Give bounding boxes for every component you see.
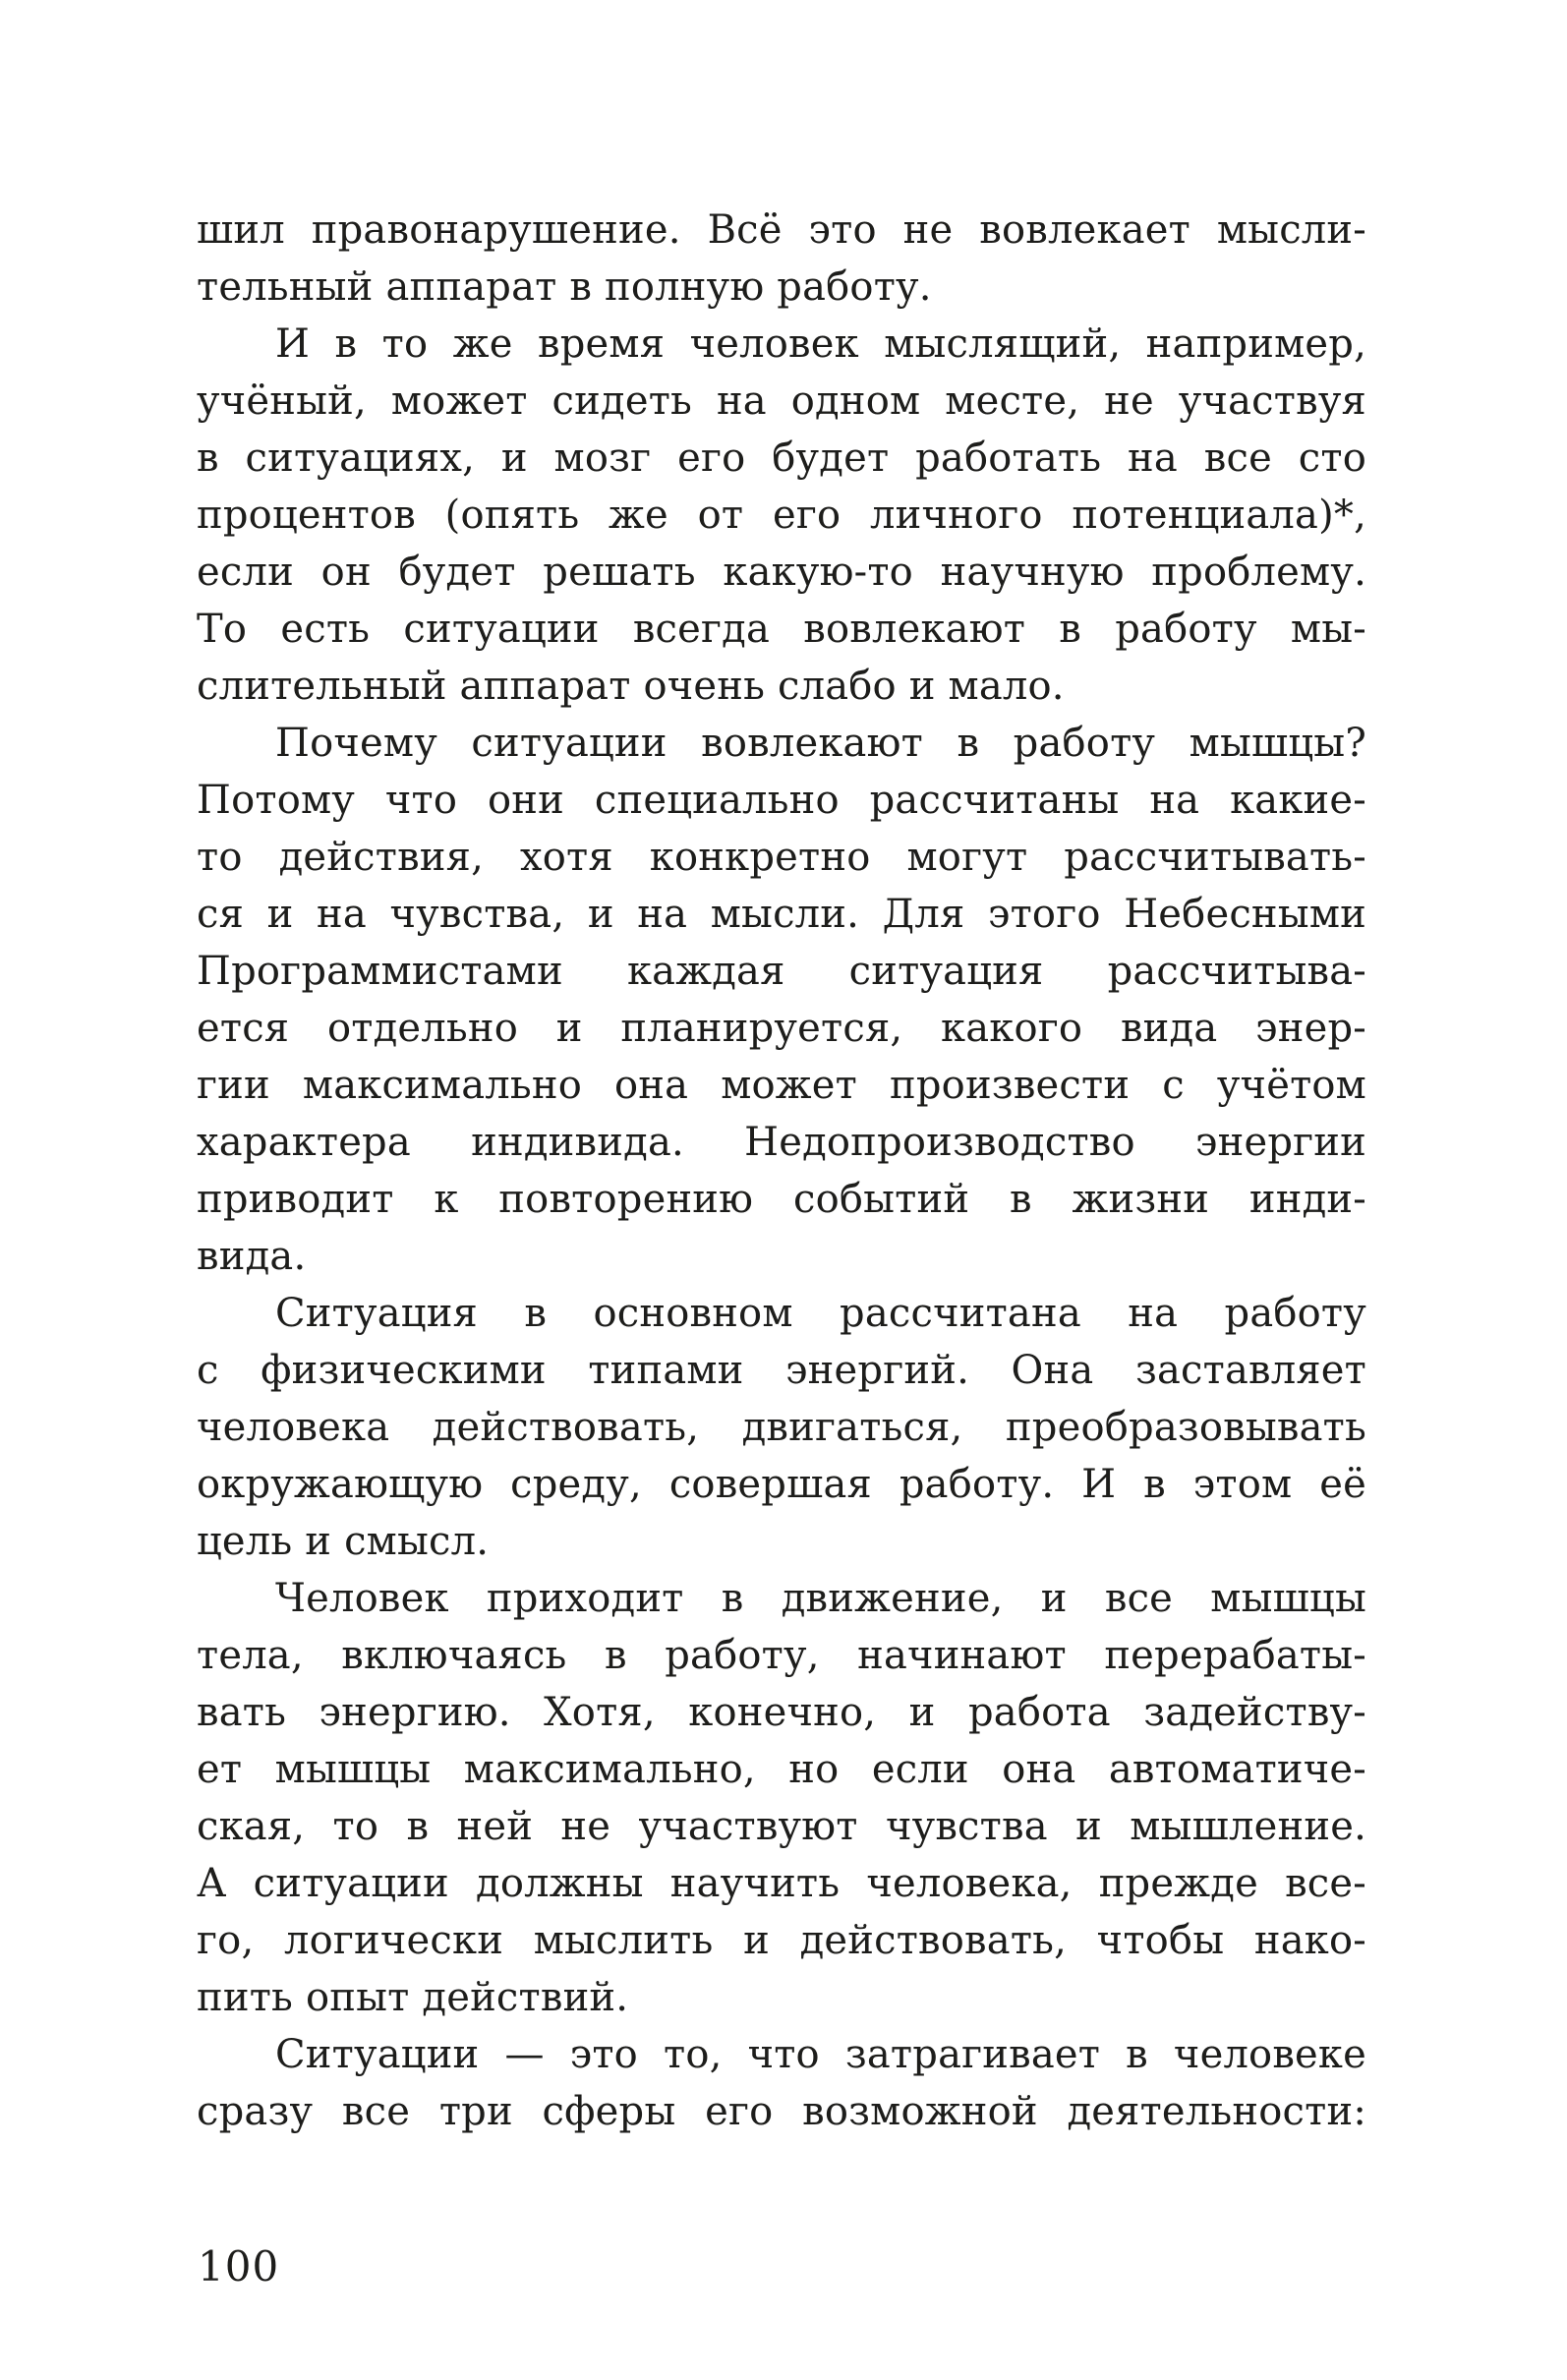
text-line: человека действовать, двигаться, преобразовывать	[197, 1405, 1366, 1450]
text-line: учёный, может сидеть на одном месте, не участвуя	[197, 378, 1366, 424]
text-line: А ситуации должны научить человека, прежде все-	[197, 1861, 1366, 1906]
text-line: Потому что они специально рассчитаны на какие-	[197, 778, 1366, 823]
text-line: тела, включаясь в работу, начинают перерабаты-	[197, 1633, 1366, 1678]
text-line: в ситуациях, и мозг его будет работать на все сто	[197, 435, 1366, 481]
text-line: Почему ситуации вовлекают в работу мышцы?	[275, 721, 1366, 766]
text-line: сразу все три сферы его возможной деятельности:	[197, 2089, 1366, 2134]
text-line: если он будет решать какую-то научную проблему.	[197, 550, 1366, 595]
text-line: Программистами каждая ситуация рассчитыва-	[197, 949, 1366, 994]
text-line: характера индивида. Недопроизводство энергии	[197, 1120, 1366, 1165]
text-block	[197, 202, 1366, 2140]
text-line: пить опыт действий.	[197, 1975, 629, 2020]
text-line: ет мышцы максимально, но если она автоматиче-	[197, 1747, 1366, 1792]
text-line: И в то же время человек мыслящий, например,	[275, 321, 1366, 367]
text-line: слительный аппарат очень слабо и мало.	[197, 664, 1065, 709]
text-line: Ситуация в основном рассчитана на работу	[275, 1291, 1366, 1336]
text-line: вида.	[197, 1234, 307, 1279]
text-line: гии максимально она может произвести с учётом	[197, 1063, 1366, 1108]
text-line: с физическими типами энергий. Она заставляет	[197, 1348, 1366, 1393]
text-line: окружающую среду, совершая работу. И в этом её	[197, 1462, 1366, 1507]
text-line: шил правонарушение. Всё это не вовлекает мысли-	[197, 207, 1366, 253]
text-line: ская, то в ней не участвуют чувства и мышление.	[197, 1804, 1366, 1849]
text-line: тельный аппарат в полную работу.	[197, 264, 932, 310]
text-line: вать энергию. Хотя, конечно, и работа задейству-	[197, 1690, 1366, 1735]
text-line: ется отдельно и планируется, какого вида энер-	[197, 1006, 1366, 1051]
text-line: Человек приходит в движение, и все мышцы	[275, 1576, 1366, 1621]
text-line: то действия, хотя конкретно могут рассчитывать-	[197, 835, 1366, 880]
page-number: 100	[198, 2242, 280, 2291]
text-line: То есть ситуации всегда вовлекают в работу мы-	[197, 607, 1366, 652]
text-line: процентов (опять же от его личного потенциала)*,	[197, 493, 1366, 538]
text-line: Ситуации — это то, что затрагивает в человеке	[275, 2032, 1366, 2077]
text-line: приводит к повторению событий в жизни инди-	[197, 1177, 1366, 1222]
text-line: цель и смысл.	[197, 1519, 490, 1564]
text-line: ся и на чувства, и на мысли. Для этого Небесными	[197, 892, 1366, 937]
text-line: го, логически мыслить и действовать, чтобы нако-	[197, 1918, 1366, 1963]
